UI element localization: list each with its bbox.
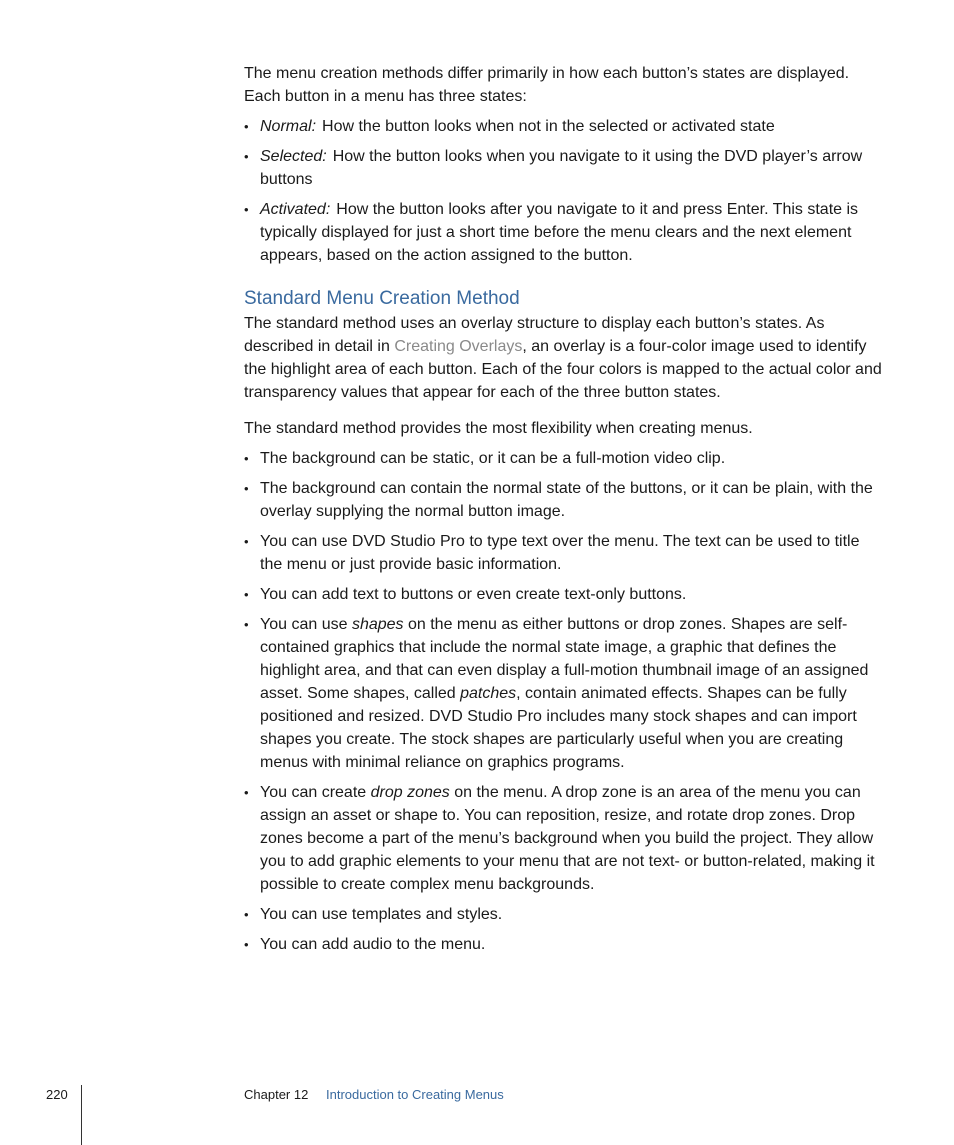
footer-chapter-title-link[interactable]: Introduction to Creating Menus [326, 1087, 504, 1102]
state-term: Activated: [260, 201, 331, 218]
state-description: How the button looks when not in the selected or activated state [322, 118, 775, 135]
item-emphasis: drop zones [370, 784, 450, 801]
list-item: • The background can contain the normal state of the buttons, or it can be plain, with the overlay supplying the normal button image. [244, 477, 884, 523]
list-item [244, 613, 884, 774]
section-paragraph: The standard method provides the most flexibility when creating menus. [244, 420, 753, 437]
section-paragraph [244, 312, 884, 404]
list-item [244, 145, 884, 191]
button-states-list [244, 115, 884, 267]
intro-paragraph: The menu creation methods differ primarily in how each button’s states are displayed. Each button in a menu has three states: [244, 65, 850, 105]
paragraph-text: , an overlay is a four-color image used to identify the highlight area of each button. Each of the four colors is mapped to the actual color and transparency values that appear for each of the three button states. [244, 338, 882, 401]
features-list [244, 447, 884, 956]
section-heading: Standard Menu Creation Method [244, 288, 520, 309]
item-text: You can create [260, 784, 371, 801]
state-term: Normal: [260, 118, 317, 135]
item-text: You can use [260, 616, 352, 633]
list-item: • The background can be static, or it can be a full-motion video clip. [244, 447, 884, 470]
page-content [244, 62, 884, 963]
list-item [244, 198, 884, 267]
creating-overlays-link[interactable]: Creating Overlays [394, 338, 523, 355]
item-emphasis: shapes [351, 616, 404, 633]
item-emphasis: patches [460, 685, 517, 702]
list-item [244, 781, 884, 896]
state-description: How the button looks when you navigate to it using the DVD player’s arrow buttons [260, 148, 863, 188]
paragraph-text: The standard method uses an overlay structure to display each button’s states. As described in detail in [244, 315, 825, 355]
state-description: How the button looks after you navigate to it and press Enter. This state is typically displayed for just a short time before the menu clears and the next element appears, based on the action assigned to the button. [260, 201, 859, 264]
footer-chapter-label: Chapter 12 [244, 1087, 309, 1102]
state-term: Selected: [260, 148, 327, 165]
page-number: 220 [46, 1087, 68, 1102]
list-item: • You can use DVD Studio Pro to type text over the menu. The text can be used to title the menu or just provide basic information. [244, 530, 884, 576]
footer-divider [81, 1085, 82, 1145]
item-text: , contain animated effects. Shapes can be fully positioned and resized. DVD Studio Pro includes many stock shapes and can import shapes you create. The stock shapes are particularly useful when you are creating menus with minimal reliance on graphics programs. [260, 685, 857, 771]
item-text: on the menu. A drop zone is an area of the menu you can assign an asset or shape to. You can reposition, resize, and rotate drop zones. Drop zones become a part of the menu’s background when you build the project. They allow you to add graphic elements to your menu that are not text- or button-related, making it possible to create complex menu backgrounds. [260, 784, 875, 893]
list-item: • You can add audio to the menu. [244, 933, 884, 956]
list-item [244, 115, 884, 138]
item-text: on the menu as either buttons or drop zones. Shapes are self-contained graphics that include the normal state image, a graphic that defines the highlight area, and that can even display a full-motion thumbnail image of an assigned asset. Some shapes, called [260, 616, 869, 702]
list-item: • You can use templates and styles. [244, 903, 884, 926]
list-item: • You can add text to buttons or even create text-only buttons. [244, 583, 884, 606]
